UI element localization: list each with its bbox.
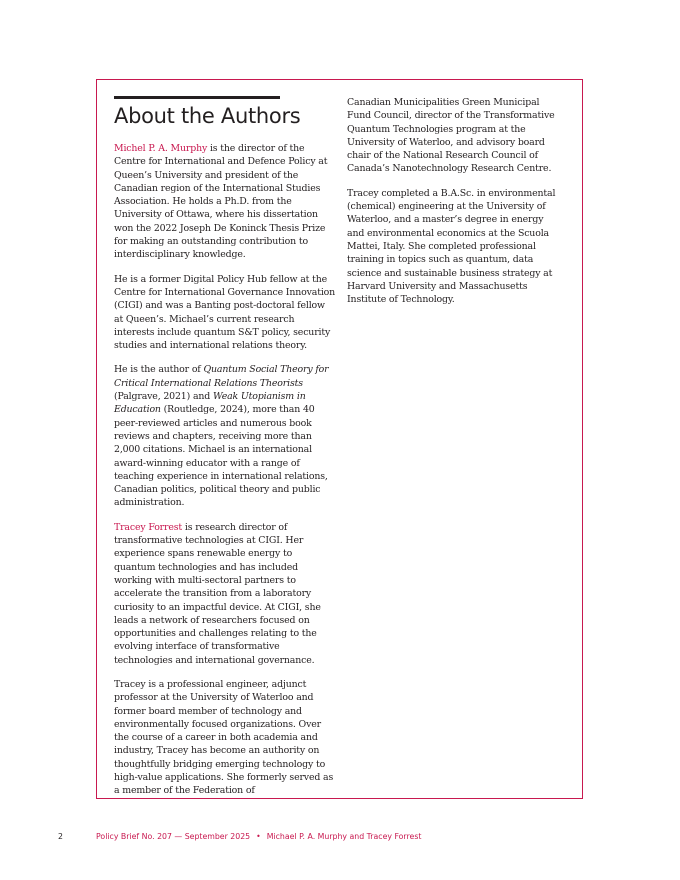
footer-publication: Policy Brief No. 207 — September 2025	[96, 832, 251, 841]
heading-rule	[114, 96, 280, 99]
bio-forrest-career-continued: Canadian Municipalities Green Municipal Fund Council, director of the Transformative Quantum Technologies program at the University of Waterloo, and advisory board chair of the National Research Council of Canada’s Nanotechnology Research Centre.	[347, 97, 555, 175]
author-name-forrest: Tracey Forrest	[114, 521, 183, 533]
bio-forrest-education: Tracey completed a B.A.Sc. in environmental (chemical) engineering at the University of Waterloo, and a master’s degree in energy and environmental economics at the Scuola Mattei, Italy. She completed professional training in topics such as quantum, data science and sustainable business strategy at Harvard University and Massachusetts Institute of Technology.	[347, 187, 556, 306]
right-column	[347, 96, 559, 317]
book-title-utopianism: Weak Utopianism in Education	[114, 391, 306, 416]
page-number: 2	[58, 832, 63, 841]
footer-separator: •	[256, 832, 261, 841]
pub-text-a: He is the author of	[114, 364, 204, 376]
footer-citation	[96, 832, 421, 841]
pub-text-c: (Routledge, 2024), more than 40 peer-reviewed articles and numerous book reviews and chapters, receiving more than 2,000 citations. Michael is an international award-winning educator with a range of teaching experience in international relations, Canadian politics, political theory and public administration.	[114, 404, 328, 509]
pub-text-b: (Palgrave, 2021) and	[114, 391, 213, 403]
book-title-quantum: Quantum Social Theory for Critical International Relations Theorists	[114, 364, 329, 389]
bio-murphy-fellowship: He is a former Digital Policy Hub fellow at the Centre for International Governance Innovation (CIGI) and was a Banting post-doctoral fellow at Queen’s. Michael’s current research interests include quantum S&T policy, security studies and international relations theory.	[114, 273, 336, 352]
bio-murphy-intro-text: is the director of the Centre for International and Defence Policy at Queen’s University and president of the Canadian region of the International Studies Association. He holds a Ph.D. from the University of Ottawa, where his dissertation won the 2022 Joseph De Koninck Thesis Prize for making an outstanding contribution to interdisciplinary knowledge.	[114, 143, 328, 261]
bio-murphy-intro	[114, 142, 336, 262]
left-column	[114, 142, 336, 809]
bio-forrest-intro	[114, 521, 336, 667]
bio-forrest-intro-text: is research director of transformative technologies at CIGI. Her experience spans renewable energy to quantum technologies and has included working with multi-sectoral partners to accelerate the transition from a laboratory curiosity to an impactful device. At CIGI, she leads a network of researchers focused on opportunities and challenges relating to the evolving interface of transformative technologies and international governance.	[114, 521, 321, 666]
author-name-murphy: Michel P. A. Murphy	[114, 143, 208, 154]
page-title: About the Authors	[114, 104, 301, 128]
footer-authors: Michael P. A. Murphy and Tracey Forrest	[266, 832, 422, 841]
bio-forrest-career: Tracey is a professional engineer, adjunct professor at the University of Waterloo and former board member of technology and environmentally focused organizations. Over the course of a career in both academia and industry, Tracey has become an authority on thoughtfully bridging emerging technology to high-value applications. She formerly served as a member of the Federation of	[114, 678, 334, 797]
bio-murphy-publications	[114, 363, 336, 509]
